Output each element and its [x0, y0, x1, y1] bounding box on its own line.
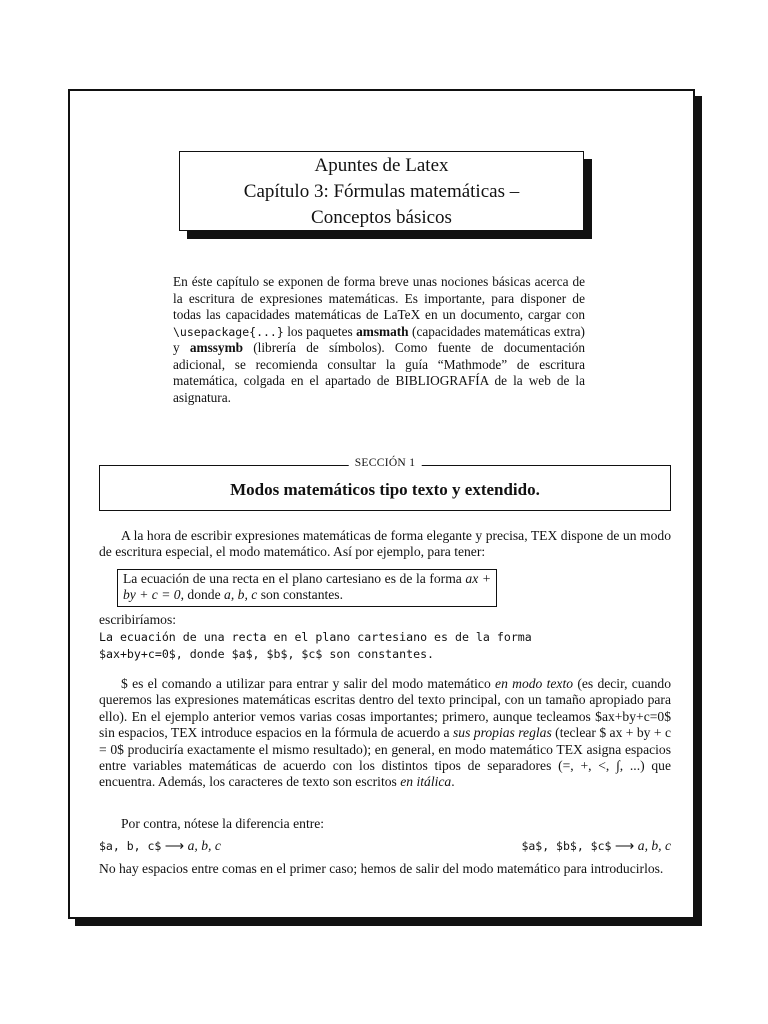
arrow-icon: ⟶ [164, 838, 185, 853]
comparison-left-code: $a, b, c$ [99, 839, 162, 853]
comparison-left-math: a, b, c [187, 838, 221, 853]
example-output-box [117, 569, 497, 607]
example-math-equation: ax + by + c = 0 [123, 571, 492, 603]
paragraph-no-spaces: No hay espacios entre comas en el primer caso; hemos de salir del modo matemático para introducirlos. [99, 861, 664, 876]
comparison-left [99, 838, 221, 854]
para2-em-c: en itálica [400, 774, 452, 790]
section-heading-box [99, 457, 671, 511]
paragraph-contrast: Por contra, nótese la diferencia entre: [121, 816, 325, 831]
chapter-title-line-3: Conceptos básicos [311, 207, 452, 228]
para2-text-a: $ es el comando a utilizar para entrar y salir del modo matemático [121, 676, 491, 691]
paragraph-intro: A la hora de escribir expresiones matemáticas de forma elegante y precisa, TEX dispone de un modo de escritura especial, el modo matemático. Así por ejemplo, para tener: [99, 528, 671, 560]
abstract-text-4: (librería de símbolos). Como fuente de documentación adicional, se recomienda consultar la guía “Mathmode” de escritura matemática, colgada en el apartado de BIBLIOGRAFÍA de la web de la asignatura. [173, 340, 585, 405]
paragraph-math-mode [99, 676, 671, 791]
comparison-right-code: $a$, $b$, $c$ [521, 839, 612, 853]
abstract-package-amsmath: amsmath [356, 323, 409, 339]
example-text-1: La ecuación de una recta en el plano cartesiano es de la forma [123, 571, 462, 586]
chapter-abstract [173, 274, 585, 406]
comparison-right-math: a, b, c [637, 838, 671, 853]
para2-text-c: (teclear $ ax + by + c = 0$ produciría exactamente el mismo resultado); en general, en modo matemático TEX asigna espacios entre variables matemáticas de acuerdo con los distintos tipos de separadores (=, +, <, ∫, ...) que encuentra. Además, los caracteres de texto son escritos [99, 725, 671, 790]
section-title: Modos matemáticos tipo texto y extendido. [230, 480, 540, 499]
arrow-icon: ⟶ [614, 838, 635, 853]
example-text-2: , donde [180, 587, 221, 603]
abstract-text-2: los paquetes [287, 323, 353, 339]
para2-text-d: . [451, 774, 455, 790]
example-text-3: son constantes. [260, 587, 343, 603]
escribiriamos-label: escribiríamos: [99, 612, 177, 627]
chapter-title-line-2: Capítulo 3: Fórmulas matemáticas – [243, 181, 520, 202]
chapter-title-line-1: Apuntes de Latex [314, 155, 449, 176]
abstract-package-amssymb: amssymb [189, 340, 244, 355]
comparison-right [521, 838, 671, 854]
code-line-2: $ax+by+c=0$, donde $a$, $b$, $c$ son constantes. [99, 647, 435, 661]
abstract-text-1: En éste capítulo se exponen de forma breve unas nociones básicas acerca de la escritura de expresiones matemáticas. Es importante, para disponer de todas las capacidades matemáticas de LaTeX en un documento, cargar con [173, 274, 585, 322]
abstract-code: \usepackage{...} [173, 324, 284, 339]
code-line-1: La ecuación de una recta en el plano cartesiano es de la forma [99, 630, 532, 644]
para2-text-b: (es decir, cuando queremos las expresiones matemáticas escritas dentro del texto principal, con un tamaño apropiado para ello). En el ejemplo anterior vemos varias cosas importantes; primero, aunque tecleamos $ax+by+c=0$ sin espacios, TEX introduce espacios en la fórmula de acuerdo a [99, 676, 671, 741]
para2-em-b: sus propias reglas [453, 725, 552, 741]
para2-em-a: en modo texto [495, 676, 574, 691]
chapter-title-box [179, 151, 584, 231]
abstract-text-3: (capacidades matemáticas extra) y [173, 323, 585, 355]
section-label: SECCIÓN 1 [349, 457, 422, 469]
example-math-vars: a, b, c [224, 587, 258, 603]
